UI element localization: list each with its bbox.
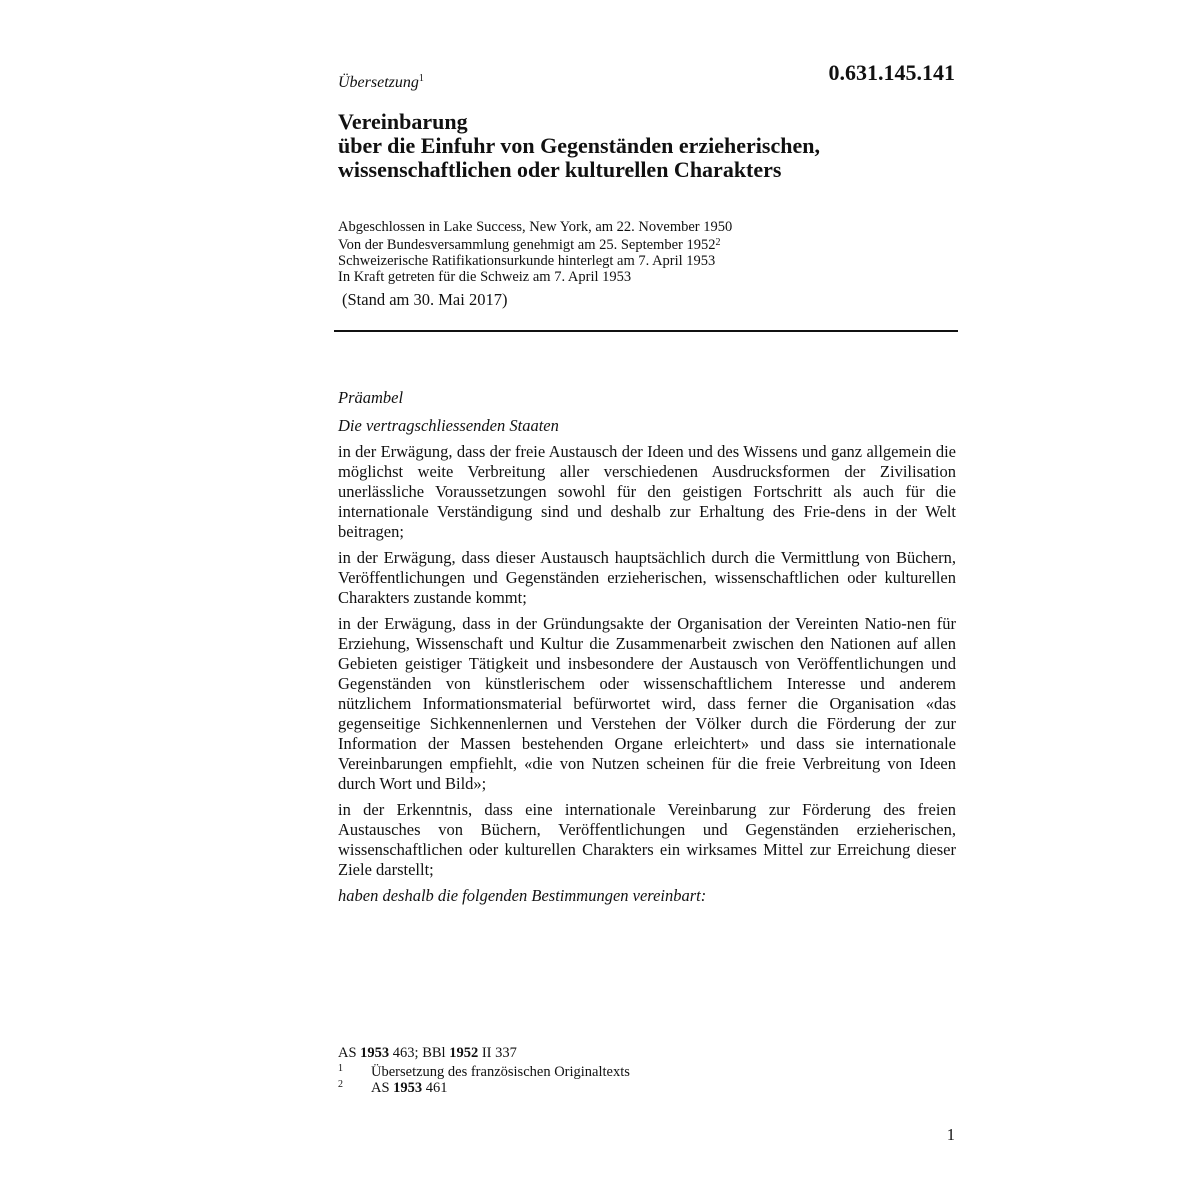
footnote-number: 2 xyxy=(338,1079,343,1090)
footnotes xyxy=(338,1045,958,1096)
preamble-paragraph: in der Erwägung, dass in der Gründungsakte der Organisation der Vereinten Natio-nen für Erziehung, Wissenschaft und Kultur die Zusammenarbeit zwischen den Nationen auf allen Gebieten geistiger Tätigkeit und insbesondere der Austausch von Veröffentlichungen und Gegenständen von künstlerischem oder wissenschaftlichem Interesse und anderem nützlichem Informationsmaterial befürwortet wird, dass ferner die Organisation «das gegenseitige Sichkennenlernen und Verstehen der Völker durch die Förderung der zur Information der Massen bestehenden Organe erleichtert» und dass sie internationale Vereinbarungen empfiehlt, «die von Nutzen scheinen für die freie Verbreitung von Ideen durch Wort und Bild»; xyxy=(338,614,956,793)
translation-label: Übersetzung xyxy=(338,74,419,91)
footnote-ref-1[interactable]: 1 xyxy=(418,73,424,84)
source-page-1: 463; BBl xyxy=(392,1045,446,1061)
preamble-paragraph: in der Erwägung, dass dieser Austausch hauptsächlich durch die Vermittlung von Büchern, Veröffentlichungen und Gegenständen erzieherischen, wissenschaftlichen oder kulturellen Charakters zustande kommt; xyxy=(338,548,956,607)
source-prefix: AS xyxy=(338,1045,357,1061)
document-title xyxy=(338,110,978,182)
concluded-line: Abgeschlossen in Lake Success, New York, am 22. November 1950 xyxy=(338,219,733,235)
in-force-line: In Kraft getreten für die Schweiz am 7. April 1953 xyxy=(338,269,632,285)
status-date: (Stand am 30. Mai 2017) xyxy=(342,290,508,309)
footnote-prefix: AS xyxy=(371,1080,390,1096)
title-line-1: Vereinbarung xyxy=(338,109,468,134)
ratified-line: Schweizerische Ratifikationsurkunde hinterlegt am 7. April 1953 xyxy=(338,253,716,269)
page-number: 1 xyxy=(946,1125,955,1144)
preamble-paragraph: in der Erwägung, dass der freie Austausch der Ideen und des Wissens und ganz allgemein die möglichst weite Verbreitung aller verschiedenen Ausdrucksformen der Zivilisation unerlässliche Voraussetzungen sowohl für den geistigen Fortschritt als auch für die internationale Verständigung sind und deshalb zur Erhaltung des Frie-dens in der Welt beitragen; xyxy=(338,442,956,541)
preamble-subheading: Die vertragschliessenden Staaten xyxy=(338,416,559,435)
footnote-ref-2[interactable]: 2 xyxy=(715,237,721,248)
approved-text: Von der Bundesversammlung genehmigt am 25. September 1952 xyxy=(338,237,716,253)
document-metadata xyxy=(338,219,958,285)
footnote-number: 1 xyxy=(338,1063,343,1074)
preamble-heading: Präambel xyxy=(338,388,404,407)
footnote-2 xyxy=(338,1080,958,1096)
header-divider xyxy=(334,330,958,332)
title-line-2: über die Einfuhr von Gegenständen erzieherischen, xyxy=(338,133,820,158)
source-year-2: 1952 xyxy=(449,1045,479,1061)
title-line-3: wissenschaftlichen oder kulturellen Charakters xyxy=(338,157,782,182)
footnote-page: 461 xyxy=(425,1080,448,1096)
preamble-paragraph: in der Erkenntnis, dass eine internationale Vereinbarung zur Förderung des freien Austausches von Büchern, Veröffentlichungen und Gegenständen erzieherischen, wissenschaftlichen oder kulturellen Charakters ein wirksames Mittel zur Erreichung dieser Ziele darstellt; xyxy=(338,800,956,879)
sr-number: 0.631.145.141 xyxy=(828,60,955,85)
preamble xyxy=(338,388,956,912)
source-reference xyxy=(338,1045,958,1061)
footnote-year: 1953 xyxy=(393,1080,423,1096)
approved-line xyxy=(338,235,958,253)
preamble-closing: haben deshalb die folgenden Bestimmungen vereinbart: xyxy=(338,886,707,905)
footnote-text: Übersetzung des französischen Originaltexts xyxy=(371,1064,630,1080)
footnote-1 xyxy=(338,1064,958,1080)
source-rest: II 337 xyxy=(481,1045,517,1061)
source-year-1: 1953 xyxy=(360,1045,390,1061)
translation-note xyxy=(338,73,424,92)
